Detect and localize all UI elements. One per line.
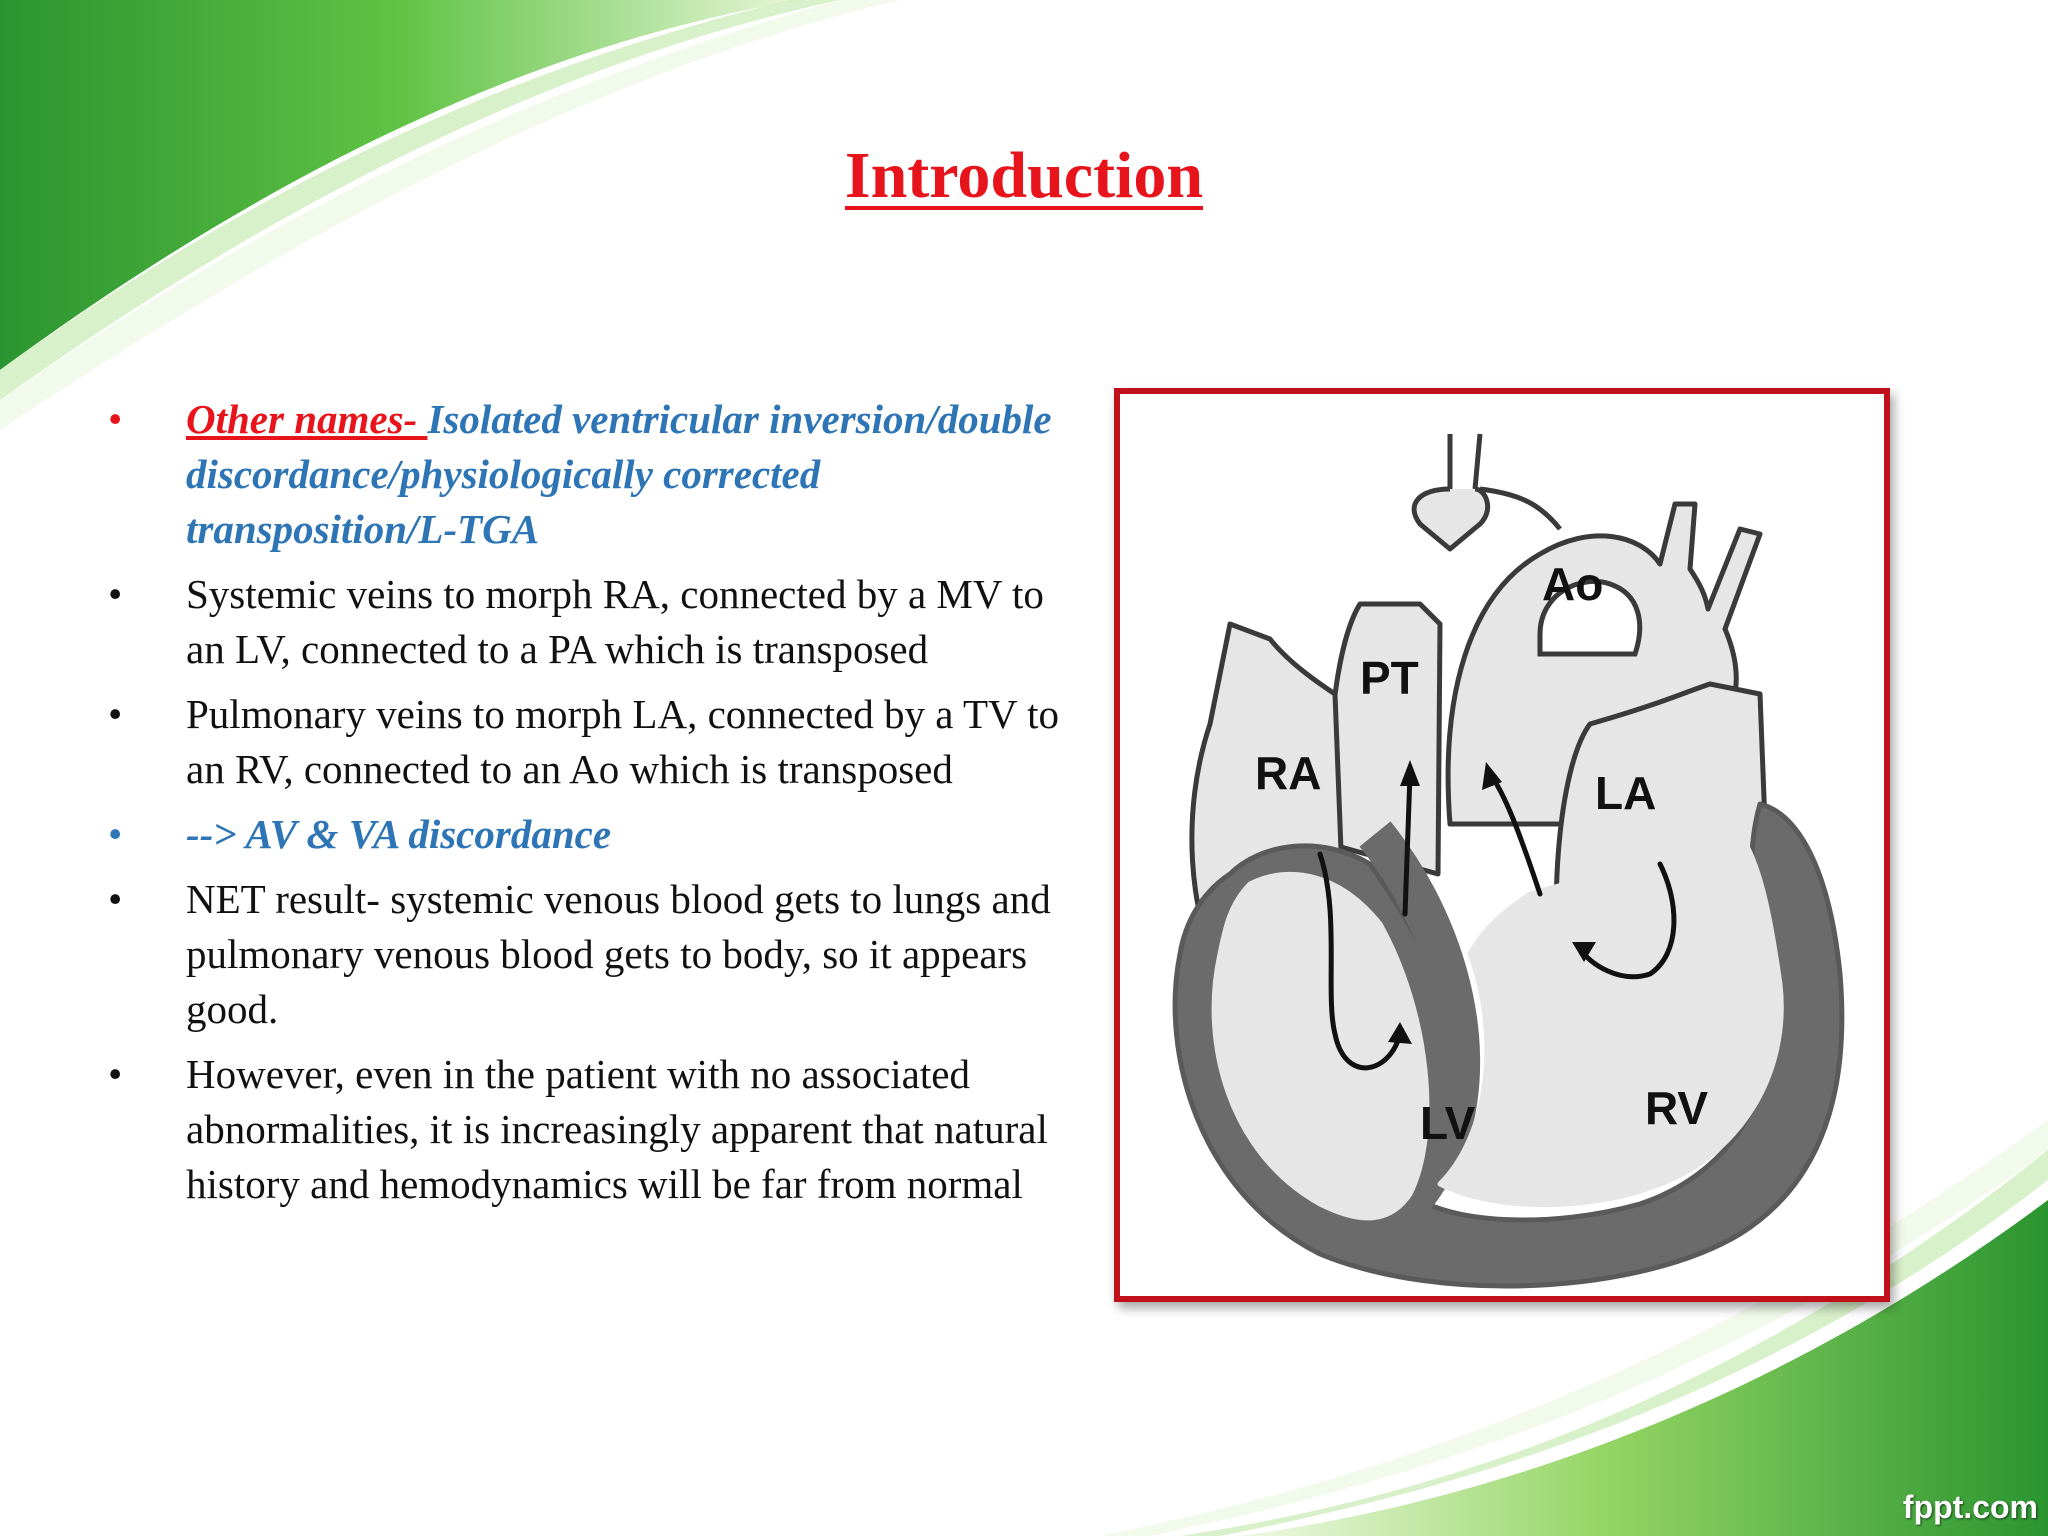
bullet-dot: • xyxy=(108,1051,123,1097)
bullet-dot: • xyxy=(108,876,123,922)
bullet-text: --> AV & VA discordance xyxy=(186,811,612,857)
heart-diagram-frame xyxy=(1114,388,1890,1302)
bullet-text: However, even in the patient with no associated abnormalities, it is increasingly apparent that natural history and hemodynamics will be far from normal xyxy=(186,1051,1048,1207)
aorta-branch xyxy=(1414,489,1488,549)
bullet-dot: • xyxy=(108,396,123,442)
bullet-item xyxy=(108,687,1068,797)
bullet-text: Isolated ventricular inversion/double discordance/physiologically corrected transposition/L-TGA xyxy=(186,396,1052,552)
slide-title: Introduction xyxy=(844,139,1204,212)
bullet-item xyxy=(108,392,1068,557)
slide-title-wrap xyxy=(0,138,2048,214)
bullet-item xyxy=(108,807,1068,862)
bullet-item xyxy=(108,567,1068,677)
bullet-text: Systemic veins to morph RA, connected by a MV to an LV, connected to a PA which is transposed xyxy=(186,571,1044,672)
bullet-dot: • xyxy=(108,691,123,737)
label-ra: RA xyxy=(1255,747,1322,799)
footer-brand: fppt.com xyxy=(1902,1489,2038,1525)
bullet-item xyxy=(108,872,1068,1037)
label-pt: PT xyxy=(1360,652,1419,704)
bullet-text: Pulmonary veins to morph LA, connected by a TV to an RV, connected to an Ao which is transposed xyxy=(186,691,1060,792)
bullet-text: NET result- systemic venous blood gets to lungs and pulmonary venous blood gets to body, so it appears good. xyxy=(186,876,1051,1032)
heart-diagram xyxy=(1120,394,1884,1296)
label-lv: LV xyxy=(1420,1097,1476,1149)
label-ao: Ao xyxy=(1542,558,1604,610)
bullet-dot: • xyxy=(108,811,123,857)
bullet-item xyxy=(108,1047,1068,1212)
label-la: LA xyxy=(1595,767,1657,819)
bullet-dot: • xyxy=(108,571,123,617)
bullet-list xyxy=(108,392,1068,1222)
label-rv: RV xyxy=(1645,1082,1709,1134)
bullet-text-lead: Other names- xyxy=(186,396,428,442)
